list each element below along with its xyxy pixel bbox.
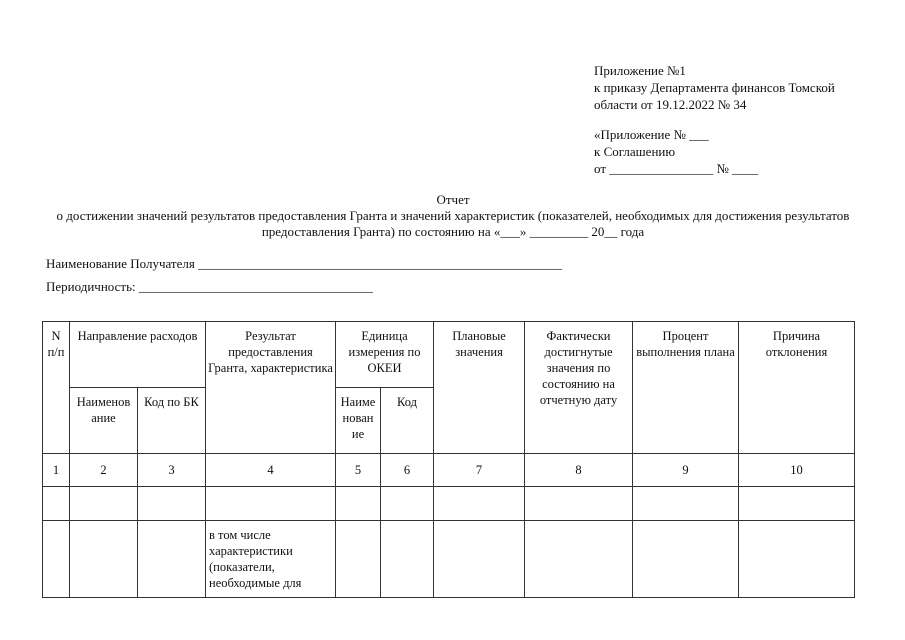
column-number: 3	[138, 454, 206, 487]
header-np: N п/п	[43, 322, 70, 454]
column-number: 9	[633, 454, 739, 487]
table-cell	[381, 487, 434, 521]
table-cell	[70, 521, 138, 598]
column-number: 10	[739, 454, 855, 487]
annex-line-2: к приказу Департамента финансов Томской	[594, 80, 835, 95]
header-unit-code: Код	[381, 388, 434, 454]
agreement-annex-block	[594, 126, 758, 177]
header-direction-name: Наименов ание	[70, 388, 138, 454]
table-cell	[138, 487, 206, 521]
including-characteristics-cell: в том числе характеристики (показатели, необходимые для	[206, 521, 336, 598]
table-cell	[434, 521, 525, 598]
annex-line-1: Приложение №1	[594, 63, 686, 78]
periodicity-line: Периодичность: ____________________________________	[46, 279, 373, 294]
agreement-annex-line-3: от ________________ № ____	[594, 161, 759, 176]
report-table	[42, 321, 855, 598]
table-cell	[138, 521, 206, 598]
header-direction-code: Код по БК	[138, 388, 206, 454]
column-number: 5	[336, 454, 381, 487]
column-number: 7	[434, 454, 525, 487]
table-cell	[336, 521, 381, 598]
header-planned: Плановые значения	[434, 322, 525, 454]
table-cell	[336, 487, 381, 521]
report-title	[40, 192, 866, 240]
annex-block	[594, 62, 835, 113]
header-unit-name: Наиме нован ие	[336, 388, 381, 454]
recipient-line: Наименование Получателя ________________________________________________________	[46, 256, 563, 271]
table-cell	[70, 487, 138, 521]
report-title-description: о достижении значений результатов предоставления Гранта и значений характеристик (показателей, необходимых для достижения результатов предоставления Гранта) по состоянию на «___» _________ 20__ года	[56, 208, 850, 239]
header-actual: Фактически достигнутые значения по состоянию на отчетную дату	[525, 322, 633, 454]
annex-line-3: области от 19.12.2022 № 34	[594, 97, 747, 112]
column-number: 4	[206, 454, 336, 487]
table-cell	[633, 521, 739, 598]
agreement-annex-line-2: к Соглашению	[594, 144, 676, 159]
table-cell	[633, 487, 739, 521]
header-reason: Причина отклонения	[739, 322, 855, 454]
header-direction: Направление расходов	[70, 322, 206, 388]
table-cell	[434, 487, 525, 521]
header-result: Результат предоставления Гранта, характеристика	[206, 322, 336, 454]
column-number: 8	[525, 454, 633, 487]
table-row	[43, 487, 855, 521]
agreement-annex-line-1: «Приложение № ___	[594, 127, 709, 142]
header-percent: Процент выполнения плана	[633, 322, 739, 454]
table-cell	[525, 487, 633, 521]
table-cell	[43, 521, 70, 598]
table-cell	[206, 487, 336, 521]
table-cell	[381, 521, 434, 598]
table-cell	[525, 521, 633, 598]
header-unit: Единица измерения по ОКЕИ	[336, 322, 434, 388]
table-row	[43, 521, 855, 598]
report-title-heading: Отчет	[436, 192, 470, 207]
column-number: 2	[70, 454, 138, 487]
column-number: 6	[381, 454, 434, 487]
column-number: 1	[43, 454, 70, 487]
table-cell	[739, 487, 855, 521]
table-cell	[739, 521, 855, 598]
table-cell	[43, 487, 70, 521]
